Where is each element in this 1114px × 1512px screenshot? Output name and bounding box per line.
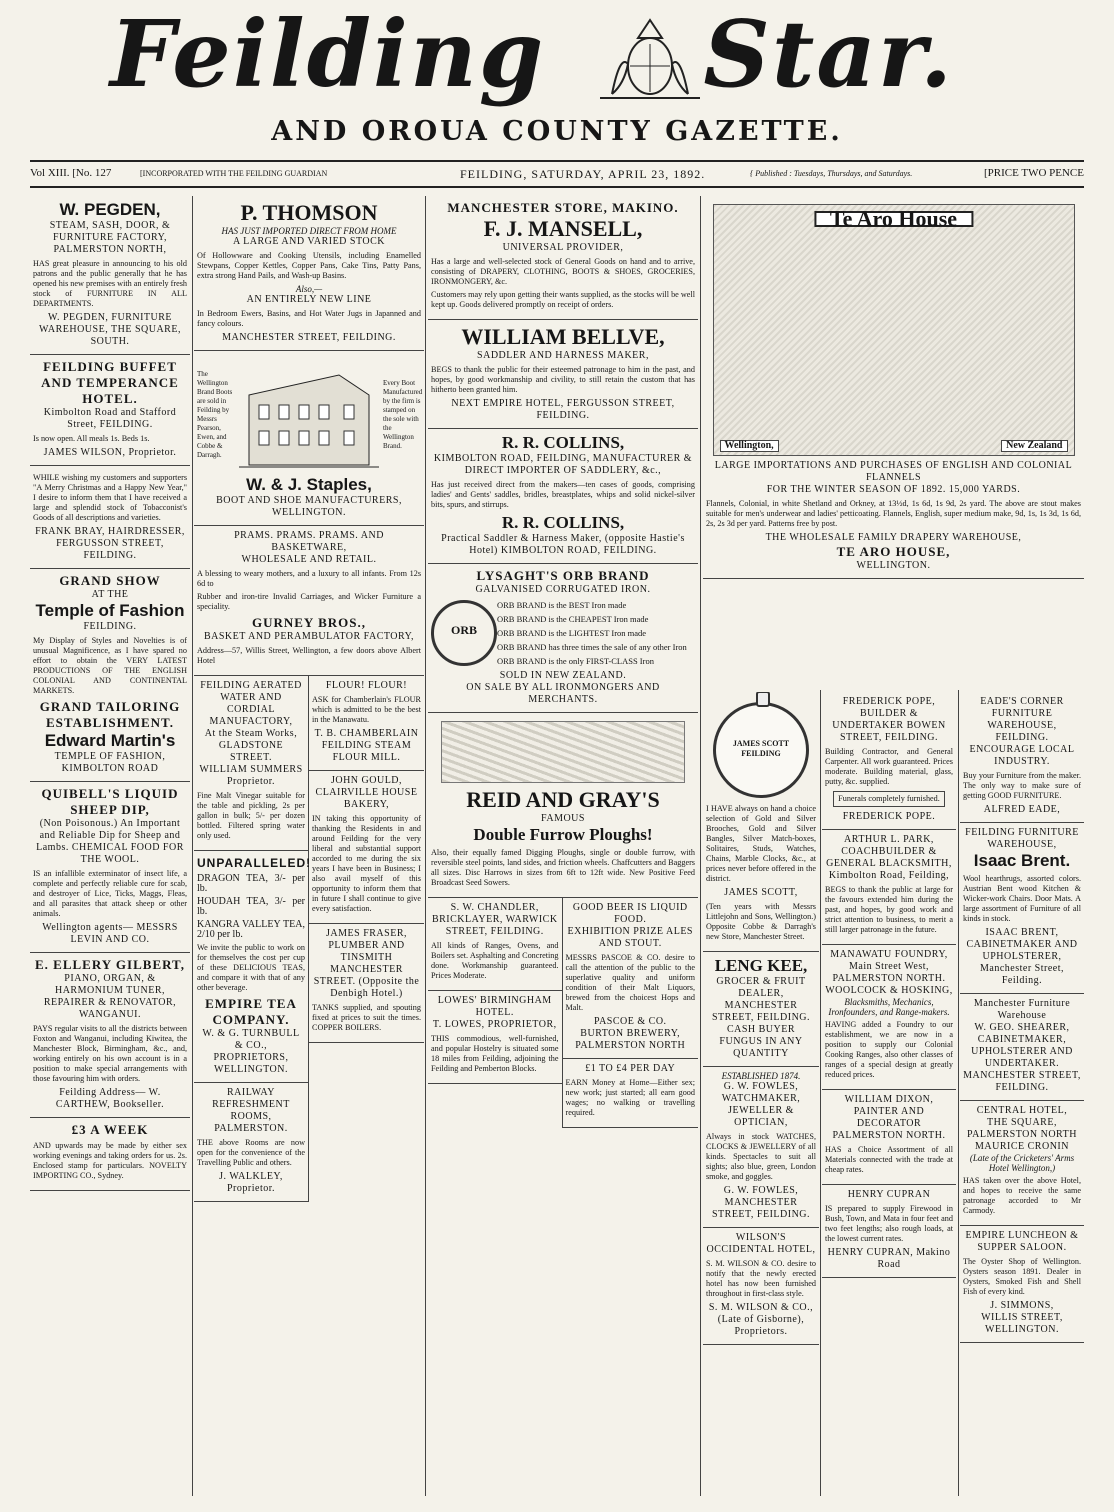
ad-title: GOOD BEER IS LIQUID FOOD. — [572, 902, 688, 925]
ad-address: Address—57, Willis Street, Wellington, a few doors above Albert Hotel — [197, 646, 421, 665]
ad-title: FEILDING AERATED WATER AND CORDIAL MANUFACTORY, — [200, 680, 302, 727]
ad-title: P. THOMSON — [240, 200, 378, 225]
ad-subtitle: GRAND TAILORING ESTABLISHMENT. — [39, 699, 181, 730]
ad-subtitle: UNIVERSAL PROVIDER, — [502, 242, 624, 253]
ad-signature: WILLIAM SUMMERS Proprietor. — [199, 764, 303, 787]
chandler-ad — [428, 898, 562, 991]
scott-ad — [703, 692, 819, 952]
column-3 — [428, 196, 698, 1496]
ad-body: Flannels, Colonial, in white Shetland and Orkney, at 13½d, 1s 6d, 1s 9d, 2s yard. The above are stout makes suitable for men's underwear and ladies' petticoating. Flannels, English, super medium make, 9d, 1s, 1s 3d, 1s 6d, 2s, 2s 3d per yard. Patterns free by post. — [706, 499, 1081, 528]
ad-body: IS prepared to supply Firewood in Bush, Town, and Mata in four feet and two feet lengths; also rough loads, at the lowest current rates. — [825, 1204, 953, 1243]
te-aro-ad — [703, 196, 1084, 579]
thomson-ad — [194, 196, 424, 351]
column-rule — [958, 690, 959, 1496]
ad-body: S. M. WILSON & CO. desire to notify that the newly erected hotel has now been furnished throughout in first-class style. — [706, 1259, 816, 1298]
ad-headline: EMPIRE TEA COMPANY. — [205, 996, 297, 1027]
ad-signature: W. PEGDEN, FURNITURE WAREHOUSE, THE SQUARE, SOUTH. — [39, 312, 181, 347]
ad-signature: J. SIMMONS, — [990, 1300, 1054, 1311]
staples-illustration-row — [197, 355, 421, 475]
ad-body: Building Contractor, and General Carpenter. All work guaranteed. Prices moderate. Building material, glass, putty, &c. supplied. — [825, 747, 953, 786]
reid-gray-ad — [428, 713, 698, 898]
incorporated-note: [INCORPORATED WITH THE FEILDING GUARDIAN — [140, 169, 328, 178]
ad-note: Customers may rely upon getting their wants supplied, as the stocks will be well kept up. Goods delivered promptly on receipt of orders. — [431, 290, 695, 309]
col3-right-sub — [563, 898, 699, 1128]
ad-signature: G. W. FOWLES, MANCHESTER STREET, FEILDING. — [711, 1185, 811, 1220]
ad-signature: ALFRED EADE, — [983, 804, 1061, 815]
ad-body: Fine Malt Vinegar suitable for the table and pickling, 2s per gallon in bulk; 5/- per dozen bottled. Filtered spring water only used. — [197, 791, 305, 840]
ad-body: Buy your Furniture from the maker. The only way to make sure of getting GOOD FURNITURE. — [963, 771, 1081, 800]
ad-body: Has a large and well-selected stock of General Goods on hand and to arrive, consisting of DRAPERY, CLOTHING, BOOTS & SHOES, GROCERIES, IRONMONGERY, &c. — [431, 257, 695, 286]
ad-headline: W. GEO. SHEARER, — [974, 1022, 1070, 1033]
prams-ad — [194, 526, 424, 676]
orb-list — [497, 598, 695, 668]
ad-body: Has just received direct from the makers—ten cases of goods, comprising ladies' and Gents' saddles, bridles, breastplates, whips and solid nickel-silver bits, spurs, and stirrups. — [431, 480, 695, 509]
ad-signature: ISAAC BRENT, — [985, 927, 1059, 938]
fowles-ad — [703, 1067, 819, 1228]
ad-title: EADE'S CORNER FURNITURE WAREHOUSE, FEILDING. — [980, 696, 1064, 743]
gilbert-ad — [30, 953, 190, 1118]
ad-title: HENRY CUPRAN — [847, 1189, 931, 1200]
orb-line: ORB BRAND is the only FIRST-CLASS Iron — [497, 656, 654, 666]
orb-ad — [428, 564, 698, 713]
ad-address: Kimbolton Road and Stafford Street, FEILDING. — [43, 407, 177, 430]
ad-subtitle: ENCOURAGE LOCAL INDUSTRY. — [969, 744, 1075, 767]
ad-title: GRAND SHOW — [59, 573, 161, 588]
ad-title: WILLIAM BELLVE, — [461, 324, 665, 349]
ad-signature: FRANK BRAY, HAIRDRESSER, FERGUSSON STREET, FEILDING. — [35, 526, 185, 561]
column-rule — [820, 690, 821, 1496]
ad-title: EMPIRE LUNCHEON & SUPPER SALOON. — [965, 1230, 1079, 1253]
ad-body: AND upwards may be made by either sex working evenings and taking orders for us. 2s. Enclosed stamp for particulars. NOVELTY IMPORTING CO., Sydney. — [33, 1141, 187, 1180]
ad-headline: R. R. COLLINS, — [501, 513, 625, 532]
ad-at: AT THE — [91, 589, 129, 600]
ad-subtitle: SADDLER AND HARNESS MAKER, — [477, 350, 649, 361]
ad-signature: Feilding Address— W. CARTHEW, Bookseller. — [55, 1087, 165, 1110]
ad-body: BEGS to thank the public at large for the favours extended him during the past, and hopes, by good work and strict attention to business, to merit a still larger patronage in the future. — [825, 885, 953, 934]
ad-subtitle: STEAM, SASH, DOOR, & FURNITURE FACTORY, PALMERSTON NORTH, — [49, 220, 171, 255]
brent-ad — [960, 823, 1084, 994]
ad-signature: JAMES SCOTT, — [724, 887, 798, 898]
divider — [30, 160, 1084, 162]
ad-body: HAS great pleasure in announcing to his old patrons and the public generally that he has opened his new premises with an entirely fresh stock of FURNITURE IN ALL DEPARTMENTS. — [33, 259, 187, 308]
dateline — [30, 165, 1084, 185]
ad-subtitle: T. LOWES, PROPRIETOR, — [432, 1019, 557, 1030]
factory-building-icon — [239, 355, 379, 475]
week-ad — [30, 1118, 190, 1191]
pope-ad — [822, 692, 956, 830]
dixon-ad — [822, 1090, 956, 1185]
mansell-ad — [428, 196, 698, 320]
funerals-box: Funerals completely furnished. — [833, 791, 945, 807]
column-rule — [192, 196, 193, 1496]
ad-title: LYSAGHT'S ORB BRAND — [476, 568, 650, 583]
ad-title: FEILDING BUFFET AND TEMPERANCE HOTEL. — [41, 359, 179, 406]
ad-title: JAMES FRASER, — [326, 928, 407, 939]
ad-subtitle: WATCHMAKER, JEWELLER & OPTICIAN, — [721, 1093, 801, 1128]
ad-subtitle: GROCER & FRUIT DEALER, MANCHESTER STREET, FEILDING. — [711, 976, 811, 1023]
ad-body: HAS taken over the above Hotel, and hopes to receive the same patronage accorded to Mr Carmody. — [963, 1176, 1081, 1215]
tea-price-3: KANGRA VALLEY TEA, 2/10 per lb. — [197, 919, 305, 940]
ad-subtitle: THE SQUARE, PALMERSTON NORTH — [967, 1117, 1077, 1140]
orb-line: ORB BRAND is the BEST Iron made — [497, 600, 627, 610]
ad-signature: T. B. CHAMBERLAIN FEILDING STEAM FLOUR MILL. — [314, 728, 419, 763]
caption-right: New Zealand — [1001, 440, 1067, 452]
ad-title: E. ELLERY GILBERT, — [34, 957, 185, 972]
ad-headline: Double Furrow Ploughs! — [473, 825, 653, 844]
ad-title: W. & J. Staples, — [246, 475, 372, 494]
ad-subtitle: PAINTER AND DECORATOR PALMERSTON NORTH. — [832, 1106, 946, 1141]
ad-headline: GURNEY BROS., — [251, 615, 366, 630]
ad-body: IN taking this opportunity of thanking the Residents in and around Feilding for the very liberal and substantial support accorded to me during the six years I have been in Business; I also avail myself of this opportunity to inform them that in future I shall continue to give every satisfaction. — [312, 814, 421, 913]
ad-headline: FUNGUS IN ANY QUANTITY — [719, 1036, 803, 1059]
ad-headline: AN ENTIRELY NEW LINE — [246, 294, 372, 305]
central-hotel-ad — [960, 1101, 1084, 1226]
column-5 — [822, 692, 956, 1496]
ad-headline: TE ARO HOUSE, — [836, 544, 951, 559]
royal-crest-icon — [590, 14, 710, 104]
ad-body: PAYS regular visits to all the districts between Foxton and Wanganui, including Kiwitea, the Manchester Block, Birmingham, &c., and, working entirely on his own account is in a position to make special arrangements with those favouring him with orders. — [33, 1024, 187, 1083]
ad-established: ESTABLISHED 1874. — [721, 1071, 801, 1081]
ad-title: G. W. FOWLES, — [723, 1081, 799, 1092]
ad-title: FLOUR! FLOUR! — [325, 680, 408, 691]
ad-body: WHILE wishing my customers and supporters "A Merry Christmas and a Happy New Year," I desire to inform them that I have received a large and splendid stock of Tobacconist's Goods of all descriptions and varieties. — [33, 473, 187, 522]
ad-title: ARTHUR L. PARK, — [844, 834, 934, 845]
ad-headline: F. J. MANSELL, — [483, 216, 643, 241]
ad-subtitle: COACHBUILDER & GENERAL BLACKSMITH, Kimbolton Road, Feilding, — [826, 846, 952, 881]
ad-body: The Oyster Shop of Wellington. Oysters season 1891. Dealer in Oysters, Smoked Fish and Shell Fish of every kind. — [963, 1257, 1081, 1296]
pocket-watch-icon — [713, 702, 809, 798]
col3-left-sub — [428, 898, 563, 1128]
ad-title: LOWES' BIRMINGHAM HOTEL. — [437, 995, 552, 1018]
tea-ad — [194, 851, 312, 1083]
masthead-title-right: Star. — [703, 0, 954, 108]
ad-headline: A LARGE AND VARIED STOCK — [232, 236, 386, 247]
ad-also: Also,— — [295, 284, 323, 294]
grand-show-ad — [30, 569, 190, 782]
tea-price-2: HOUDAH TEA, 3/- per lb. — [197, 896, 305, 917]
wilson-ad — [703, 1228, 819, 1345]
ad-body: Always in stock WATCHES, CLOCKS & JEWELLERY of all kinds. Spectacles to suit all sights; also blue, green, London smoke, and goggles. — [706, 1132, 816, 1181]
ad-subtitle: GALVANISED CORRUGATED IRON. — [475, 584, 651, 595]
ad-note: THE WHOLESALE FAMILY DRAPERY WAREHOUSE, — [765, 532, 1022, 543]
ad-title: FREDERICK POPE, — [842, 696, 936, 707]
ad-signature: J. WALKLEY, Proprietor. — [219, 1171, 283, 1194]
ad-title: RAILWAY REFRESHMENT ROOMS, PALMERSTON. — [212, 1087, 290, 1134]
ad-title: PRAMS. PRAMS. PRAMS. AND BASKETWARE, — [234, 530, 384, 553]
fraser-ad — [309, 924, 424, 1043]
ad-title: R. R. COLLINS, — [501, 433, 625, 452]
column-4 — [703, 692, 819, 1496]
te-aro-block — [703, 196, 1084, 686]
cupran-ad — [822, 1185, 956, 1278]
masthead-subtitle: AND OROUA COUNTY GAZETTE. — [271, 116, 843, 147]
ad-subtitle: KIMBOLTON ROAD, FEILDING, MANUFACTURER & DIRECT IMPORTER OF SADDLERY, &c., — [433, 453, 693, 476]
ad-subtitle: CLAIRVILLE HOUSE BAKERY, — [315, 787, 418, 810]
ad-address: WELLINGTON. — [856, 560, 931, 571]
ad-headline: CASH BUYER — [726, 1024, 796, 1035]
ad-trades: Blacksmiths, Mechanics, Ironfounders, and Range-makers. — [828, 997, 950, 1017]
staples-ad — [194, 351, 424, 526]
ad-signature: Wellington agents— MESSRS LEVIN AND CO. — [42, 922, 178, 945]
ad-address: NEXT EMPIRE HOTEL, FERGUSSON STREET, FEILDING. — [451, 398, 675, 421]
orb-brand-icon — [431, 600, 497, 666]
ad-subtitle: HAS JUST IMPORTED DIRECT FROM HOME — [221, 226, 397, 236]
earn-ad — [563, 1059, 699, 1128]
ad-note: ON SALE BY ALL IRONMONGERS AND MERCHANTS. — [466, 682, 660, 705]
ad-subtitle: EXHIBITION PRIZE ALES AND STOUT. — [567, 926, 693, 949]
ad-signature: JAMES WILSON, Proprietor. — [43, 447, 177, 458]
ad-subtitle: PIANO, ORGAN, & HARMONIUM TUNER, REPAIRER & RENOVATOR, WANGANUI. — [43, 973, 177, 1020]
ad-body: THIS commodious, well-furnished, and popular Hostelry is situated some 18 miles from Feilding, adjoining the Feilding and Pemberton Blocks. — [431, 1034, 559, 1073]
ad-body: Of Hollowware and Cooking Utensils, including Enamelled Stewpans, Copper Kettles, Copper Pans, Cake Tins, Patty Pans, extra strong Hand Pails, and Wash-up Basins. — [197, 251, 421, 280]
ad-subtitle: BASKET AND PERAMBULATOR FACTORY, — [203, 631, 415, 642]
ad-title: MANAWATU FOUNDRY, — [830, 949, 948, 960]
ad-address: At the Steam Works, GLADSTONE STREET. — [204, 728, 298, 763]
ad-signature: W. & G. TURNBULL & CO., — [202, 1028, 300, 1051]
ad-body: In Bedroom Ewers, Basins, and Hot Water Jugs in Japanned and fancy colours. — [197, 309, 421, 328]
quibell-ad — [30, 782, 190, 953]
ad-title: REID AND GRAY'S — [466, 787, 660, 812]
ad-body: HAS a Choice Assortment of all Materials connected with the trade at cheap rates. — [825, 1145, 953, 1174]
pascoe-ad — [563, 898, 699, 1059]
ad-headline: WOOLCOCK & HOSKING, — [825, 985, 953, 996]
divider — [30, 186, 1084, 188]
ad-title: Manchester Furniture Warehouse — [973, 998, 1071, 1021]
orb-mark: ORB — [450, 623, 477, 637]
ad-note: (Late of the Cricketers' Arms Hotel Wellington,) — [969, 1153, 1075, 1173]
ad-body: BEGS to thank the public for their esteemed patronage to him in the past, and hopes, by good workmanship and civility, to still retain the custom that has hitherto been granted him. — [431, 365, 695, 394]
railway-ad — [194, 1083, 308, 1202]
ad-signature: PASCOE & CO. — [593, 1016, 667, 1027]
ad-address: Practical Saddler & Harness Maker, (opposite Hastie's Hotel) KIMBOLTON ROAD, FEILDING. — [441, 533, 685, 556]
ad-title: WILLIAM DIXON, — [844, 1094, 934, 1105]
column-rule — [700, 196, 701, 1496]
leng-kee-ad — [703, 952, 819, 1067]
orb-line: ORB BRAND has three times the sale of any other Iron — [497, 642, 687, 652]
ad-body: A blessing to weary mothers, and a luxury to all infants. From 12s 6d to — [197, 569, 421, 588]
orb-row — [431, 596, 695, 670]
column-2 — [194, 196, 424, 1496]
ad-title: S. W. CHANDLER, — [450, 902, 539, 913]
te-aro-house-illustration — [713, 204, 1075, 456]
ad-headline: MAURICE CRONIN — [975, 1141, 1069, 1152]
column-6 — [960, 692, 1084, 1496]
ad-body: EARN Money at Home—Either sex; new work; just started; all earn good wages; no walking or travelling required. — [565, 1078, 695, 1117]
ad-address: MANCHESTER STREET, FEILDING. — [222, 332, 396, 343]
ad-signature: HENRY CUPRAN, Makino Road — [827, 1247, 951, 1270]
watch-dial-text: JAMES SCOTT FEILDING — [732, 739, 790, 758]
col2-right-sub — [309, 676, 424, 1202]
ad-body: Rubber and iron-tire Invalid Carriages, and Wicker Furniture a speciality. — [197, 592, 421, 611]
issue-date: FEILDING, SATURDAY, APRIL 23, 1892. — [460, 167, 706, 181]
col3-split-row — [428, 898, 698, 1128]
watch-crown — [756, 692, 770, 707]
foundry-ad — [822, 945, 956, 1090]
ad-title: LARGE IMPORTATIONS AND PURCHASES OF ENGLISH AND COLONIAL FLANNELS — [714, 460, 1073, 483]
ad-town: FEILDING. — [83, 621, 137, 632]
bray-ad — [30, 466, 190, 569]
ad-note: SOLD IN NEW ZEALAND. — [499, 670, 627, 681]
ad-address: (Ten years with Messrs Littlejohn and Sons, Wellington.) Opposite Cobbe & Darragh's new Store, Manchester Street. — [706, 902, 816, 941]
te-aro-sign: Te Aro House — [814, 211, 973, 227]
ad-body: THE above Rooms are now open for the convenience of the Travelling Public and others. — [197, 1138, 305, 1167]
volume-number: Vol XIII. [No. 127 — [30, 167, 112, 179]
ad-address: CABINETMAKER AND UPHOLSTERER, Manchester Street, Feilding. — [966, 939, 1078, 986]
masthead — [30, 0, 1084, 156]
ad-subtitle: BUILDER & UNDERTAKER BOWEN STREET, FEILDING. — [832, 708, 946, 743]
ad-title: LENG KEE, — [714, 956, 808, 975]
col2-split-row — [194, 676, 424, 1202]
ad-subtitle: BOOT AND SHOE MANUFACTURERS, WELLINGTON. — [216, 495, 402, 518]
ad-headline: Temple of Fashion — [35, 601, 185, 620]
ad-body: I HAVE always on hand a choice selection of Gold and Silver Brooches, Gold and Silver Bangles, Silver Match-boxes, Solitaires, Studs, Watches, Chains, Marble Clocks, &c., at prices never before offered in the district. — [706, 804, 816, 883]
flour-ad — [309, 676, 424, 771]
column-1 — [30, 196, 190, 1496]
buffet-ad — [30, 355, 190, 466]
park-ad — [822, 830, 956, 945]
pegden-ad — [30, 196, 190, 355]
ad-address: PROPRIETORS, WELLINGTON. — [213, 1052, 289, 1075]
ad-side-note: Every Boot Manufactured by the firm is stamped on the sole with the Wellington Brand. — [383, 379, 423, 450]
ad-body: Also, their equally famed Digging Ploughs, single or double furrow, with reversible steel points, land sides, and friction wheels. Chaffcutters and Baggers all sizes. Disc Harrows in sizes from 6ft to 12ft wide. New Positive Feed Broadcast Seed Sowers. — [431, 848, 695, 887]
ad-title: W. PEGDEN, — [59, 200, 161, 219]
price: [PRICE TWO PENCE — [983, 167, 1084, 179]
bellve-ad — [428, 320, 698, 429]
ad-body: All kinds of Ranges, Ovens, and Boilers set. Asphalting and Concreting done. Workmanship guaranteed. Prices Moderate. — [431, 941, 559, 980]
ad-body: ASK for Chamberlain's FLOUR which is admitted to be the best in the Manawatu. — [312, 695, 421, 724]
ad-title: JOHN GOULD, — [330, 775, 403, 786]
ad-side-note: The Wellington Brand Boots are sold in Feilding by Messrs Pearson, Ewen, and Cobbe & Darragh. — [197, 370, 233, 459]
ad-subtitle: WHOLESALE AND RETAIL. — [241, 554, 377, 565]
ad-signature: S. M. WILSON & CO., (Late of Gisborne), Proprietors. — [708, 1302, 814, 1337]
ad-title: CENTRAL HOTEL, — [976, 1105, 1068, 1116]
ad-body: TANKS supplied, and spouting fixed at prices to suit the times. COPPER BOILERS. — [312, 1003, 421, 1032]
ad-subtitle: Main Street West, PALMERSTON NORTH. — [832, 961, 946, 984]
ad-body: IS an infallible exterminator of insect life, a complete and perfectly reliable cure for scab, and destroyer of Lice, Ticks, Maggs, Fleas, and all parasites that attack sheep or other animals. — [33, 869, 187, 918]
shearer-ad — [960, 994, 1084, 1101]
ad-title: £1 TO £4 PER DAY — [585, 1063, 676, 1074]
ad-body: HAVING added a Foundry to our establishment, we are now in a position to supply our Colonial Cooking Ranges, also other classes of ranges of a special design at greatly reduced prices. — [825, 1020, 953, 1079]
ad-title: £3 A WEEK — [71, 1122, 149, 1137]
ad-subtitle: (Non Poisonous.) An Important and Reliable Dip for Sheep and Lambs. CHEMICAL FOOD FOR THE WOOL. — [36, 818, 184, 865]
ad-title: MANCHESTER STORE, MAKINO. — [447, 200, 679, 215]
ad-body: Wool hearthrugs, assorted colors. Austrian Bent wood Kitchen & Wicker-work Chairs. Door Mats. A large assortment of Furniture of all kinds in stock. — [963, 874, 1081, 923]
publication-days: { Published : Tuesdays, Thursdays, and Saturdays. — [750, 169, 913, 178]
column-rule — [425, 196, 426, 1496]
eade-ad — [960, 692, 1084, 823]
ad-signature: FREDERICK POPE. — [842, 811, 936, 822]
ad-subtitle: FOR THE WINTER SEASON OF 1892. 15,000 YARDS. — [766, 484, 1021, 495]
ad-title: QUIBELL'S LIQUID SHEEP DIP, — [41, 786, 179, 817]
ad-address: BURTON BREWERY, PALMERSTON NORTH — [575, 1028, 686, 1051]
ad-subtitle: BRICKLAYER, WARWICK STREET, FEILDING. — [431, 914, 558, 937]
tea-price-1: DRAGON TEA, 3/- per lb. — [197, 873, 305, 894]
luncheon-ad — [960, 1226, 1084, 1343]
ad-body: We invite the public to work on for themselves the cost per cup of these DELICIOUS TEAS, and compare it with that of any other beverage. — [197, 943, 305, 992]
ad-body: MESSRS PASCOE & CO. desire to call the attention of the public to the superlative quality and uniform condition of their Malt Liquors, brewed from the choicest Hops and Malt. — [565, 953, 695, 1012]
aerated-water-ad — [194, 676, 308, 851]
plough-illustration — [441, 721, 685, 783]
caption-left: Wellington, — [720, 440, 779, 452]
ad-headline: Edward Martin's — [44, 731, 176, 750]
gould-ad — [309, 771, 424, 924]
ad-address: WILLIS STREET, WELLINGTON. — [981, 1312, 1063, 1335]
collins-ad — [428, 429, 698, 564]
ad-body: Is now open. All meals 1s. Beds 1s. — [33, 434, 150, 443]
ad-title: FEILDING FURNITURE WAREHOUSE, — [965, 827, 1079, 850]
ad-title: UNPARALLELED! — [197, 856, 312, 870]
col2-left-sub — [194, 676, 312, 1202]
masthead-title-left: Feilding — [110, 0, 546, 108]
orb-line: ORB BRAND is the LIGHTEST Iron made — [497, 628, 647, 638]
ad-body: My Display of Styles and Novelties is of unusual Magnificence, as I have spared no effort to obtain the VERY LATEST PRODUCTIONS OF THE ENGLISH COLONIAL AND CONTINENTAL MARKETS. — [33, 636, 187, 695]
lowes-ad — [428, 991, 562, 1084]
ad-title: WILSON'S OCCIDENTAL HOTEL, — [706, 1232, 816, 1255]
ad-address: TEMPLE OF FASHION, KIMBOLTON ROAD — [54, 751, 166, 774]
ad-headline: Isaac Brent. — [973, 851, 1071, 870]
ad-subtitle: CABINETMAKER, UPHOLSTERER AND UNDERTAKER. MANCHESTER STREET, FEILDING. — [963, 1034, 1081, 1093]
ad-subtitle: PLUMBER AND TINSMITH MANCHESTER STREET. (Opposite the Denbigh Hotel.) — [313, 940, 420, 999]
ad-subtitle: FAMOUS — [541, 813, 585, 824]
orb-line: ORB BRAND is the CHEAPEST Iron made — [497, 614, 649, 624]
